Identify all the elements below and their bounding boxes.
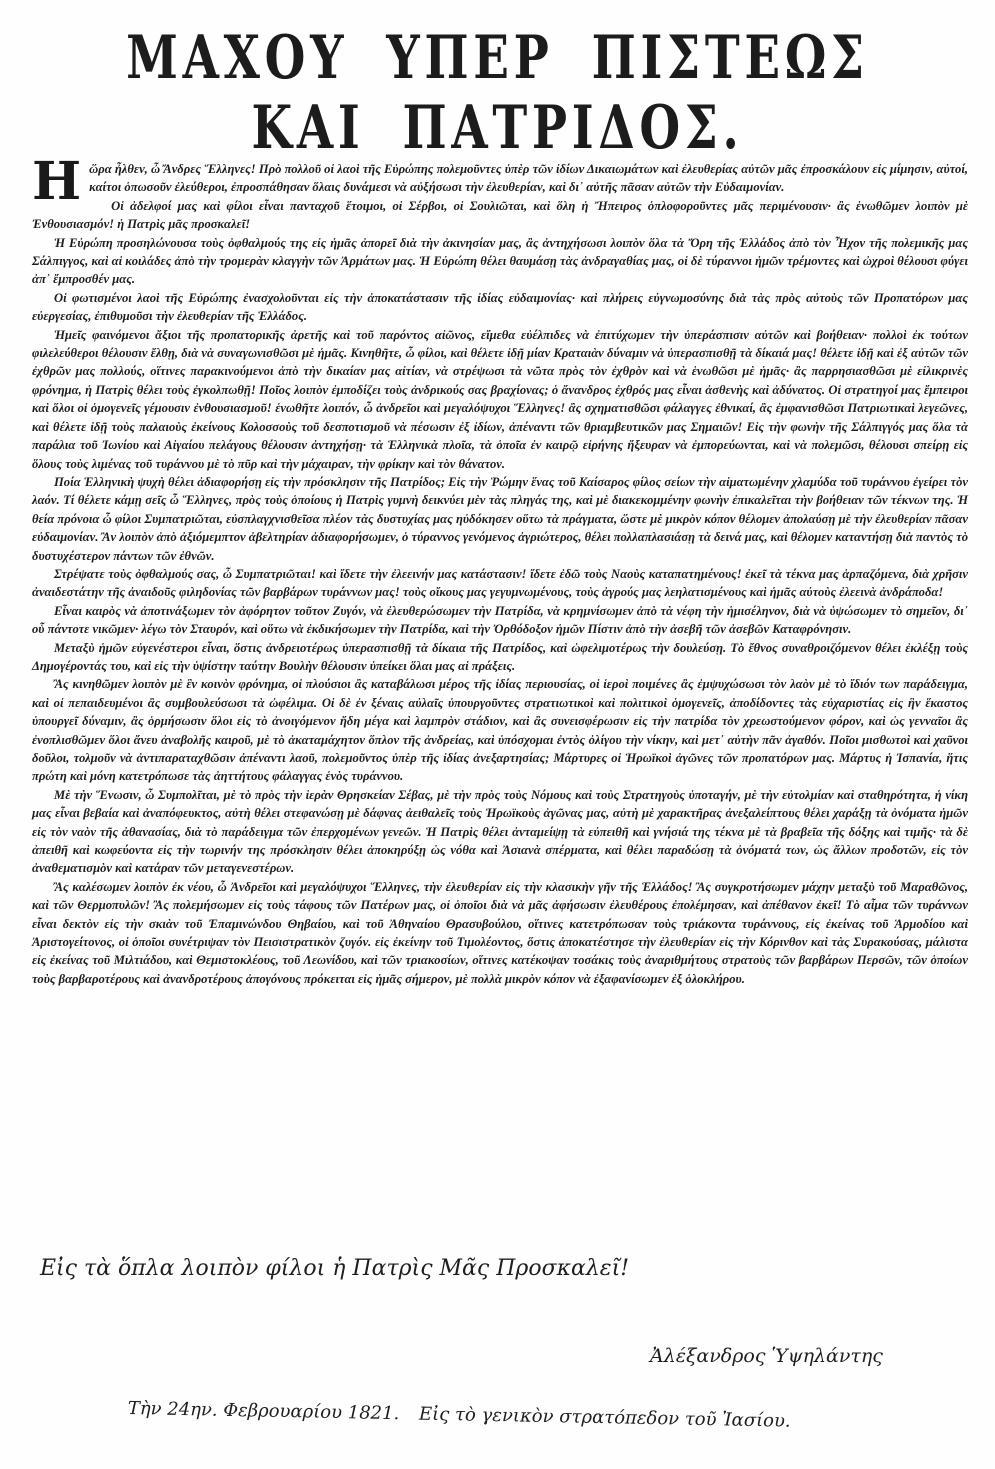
- paragraph-5: Ἡμεῖς φαινόμενοι ἄξιοι τῆς προπατορικῆς ἀρετῆς καὶ τοῦ παρόντος αἰῶνος, εἴμεθα εὐέλπιδες νὰ ἐπιτύχωμεν τὴν ὑπεράσπισιν αὐτῶν καὶ βοήθειαν· πολλοὶ ἐκ τούτων φιλελεύθεροι θέλουσιν ἔλθῃ, διὰ νὰ συναγωνισθῶσι μὲ ἡμᾶς. Κινηθῆτε, ὦ φίλοι, καὶ θέλετε ἰδῇ μίαν Κραταιὰν δύναμιν νὰ ὑπερασπισθῇ τὰ δίκαιά μας! θέλετε ἰδῇ καὶ ἐξ αὐτῶν τῶν ἐχθρῶν μας πολλούς, οἵτινες παρακινούμενοι ἀπὸ τὴν δικαίαν μας αἰτίαν, νὰ στρέψωσι τὰ νῶτα πρὸς τὸν ἐχθρὸν καὶ νὰ ἑνωθῶσι μὲ ἡμᾶς· ἂς παρρησιασθῶσι μὲ εἰλικρινὲς φρόνημα, ἡ Πατρὶς θέλει τοὺς ἐγκολπωθῇ! Ποῖος λοιπὸν ἐμποδίζει τοὺς ἀνδρικούς σας βραχίονας; ὁ ἄνανδρος ἐχθρός μας εἶναι ἀσθενὴς καὶ ἀδύνατος. Οἱ στρατηγοί μας ἔμπειροι καὶ ὅλοι οἱ ὁμογενεῖς γέμουσιν ἐνθουσιασμοῦ! ἑνωθῆτε λοιπόν, ὦ ἀνδρεῖοι καὶ μεγαλόψυχοι Ἕλληνες! ἂς σχηματισθῶσι φάλαγγες ἐθνικαί, ἂς ἐμφανισθῶσι Πατριωτικαὶ λεγεῶνες, καὶ θέλετε ἰδῇ τοὺς παλαιοὺς ἐκείνους Κολοσσοὺς τοῦ δεσποτισμοῦ νὰ πέσωσιν ἐξ ἰδίων, ἀπέναντι τῶν θριαμβευτικῶν μας Σημαιῶν! Εἰς τὴν φωνὴν τῆς Σάλπιγγός μας ὅλα τὰ παράλια τοῦ Ἰωνίου καὶ Αἰγαίου πελάγους θέλουσιν ἀντηχήσῃ· τὰ Ἑλληνικὰ πλοῖα, τὰ ὁποῖα ἐν καιρῷ εἰρήνης ἤξευραν νὰ ἐμπορεύωνται, καὶ νὰ πολεμῶσι, θέλουσι σπείρῃ εἰς ὅλους τοὺς λιμένας τοῦ τυράννου μὲ τὸ πῦρ καὶ τὴν μάχαιραν, τὴν φρίκην καὶ τὸν θάνατον.: [32, 327, 968, 471]
- title-line-2: ΚΑΙ ΠΑΤΡΙΔΟΣ.: [251, 93, 744, 163]
- paragraph-10: Ἂς κινηθῶμεν λοιπὸν μὲ ἓν κοινὸν φρόνημα, οἱ πλούσιοι ἂς καταβάλωσι μέρος τῆς ἰδίας περιουσίας, οἱ ἱεροὶ ποιμένες ἂς ἐμψυχώσωσι τὸν λαὸν μὲ τὸ ἴδιόν των παράδειγμα, καὶ οἱ πεπαιδευμένοι ἂς συμβουλεύσωσι τὰ ὠφέλιμα. Οἱ δὲ ἐν ξέναις αὐλαῖς ὑπουργοῦντες στρατιωτικοὶ καὶ πολιτικοὶ ὁμογενεῖς, ἀποδίδοντες τὰς εὐχαριστίας εἰς ἣν ἕκαστος ὑπουργεῖ δύναμιν, ἂς ὁρμήσωσιν ὅλοι εἰς τὸ ἀνοιγόμενον ἤδη μέγα καὶ λαμπρὸν στάδιον, καὶ ἂς συνεισφέρωσιν εἰς τὴν πατρίδα τὸν χρεωστούμενον φόρον, καὶ ὡς γενναῖοι ἂς ἐνοπλισθῶμεν ὅλοι ἄνευ ἀναβολῆς καιροῦ, μὲ τὸ ἀκαταμάχητον ὅπλον τῆς ἀνδρείας, καὶ ὑπόσχομαι ἐντὸς ὀλίγου τὴν νίκην, καὶ μετ᾽ αὐτὴν πᾶν ἀγαθόν. Ποῖοι μισθωτοὶ καὶ χαῦνοι δοῦλοι, τολμοῦν νὰ ἀντιπαραταχθῶσιν ἀπέναντι λαοῦ, πολεμοῦντος ὑπὲρ τῆς ἰδίας ἀνεξαρτησίας; Μάρτυρες οἱ Ἡρωϊκοὶ ἀγῶνες τῶν προπατόρων μας. Μάρτυς ἡ Ἰσπανία, ἥτις πρώτη καὶ μόνη κατετρόπωσε τὰς ἀηττήτους φάλαγγας ἑνὸς τυράννου.: [32, 677, 968, 784]
- title-line-1: ΜΑΧΟΥ ΥΠΕΡ ΠΙΣΤΕΩΣ: [126, 23, 869, 93]
- closing-call-to-arms: Εἰς τὰ ὅπλα λοιπὸν φίλοι ἡ Πατρὶς Μᾶς Προσκαλεῖ!: [40, 1256, 630, 1281]
- paragraph-7: Στρέψατε τοὺς ὀφθαλμούς σας, ὦ Συμπατριῶται! καὶ ἴδετε τὴν ἐλεεινήν μας κατάστασιν! ἴδετε ἐδῶ τοὺς Ναοὺς καταπατημένους! ἐκεῖ τὰ τέκνα μας ἁρπαζόμενα, διὰ χρῆσιν ἀναιδεστάτην τῆς ἀναιδοῦς φιληδονίας τῶν βαρβάρων τυράννων μας! τοὺς οἴκους μας γεγυμνωμένους, τοὺς ἀγρούς μας λεηλατισμένους καὶ ἡμᾶς αὐτοὺς ἐλεεινὰ ἀνδράποδα!: [32, 566, 968, 600]
- date-text: Τὴν 24ην. Φεβρουαρίου 1821.: [127, 1398, 400, 1425]
- signature: Ἀλέξανδρος Ὑψηλάντης: [650, 1345, 883, 1367]
- drop-cap: Η: [32, 151, 82, 212]
- proclamation-body: [32, 151, 968, 988]
- paragraph-8: Εἶναι καιρὸς νὰ ἀποτινάξωμεν τὸν ἀφόρητον τοῦτον Ζυγόν, νὰ ἐλευθερώσωμεν τὴν Πατρίδα, νὰ κρημνίσωμεν ἀπὸ τὰ νέφη τὴν ἡμισέληνον, διὰ νὰ ὑψώσωμεν τὸ σημεῖον, δι᾽ οὗ πάντοτε νικῶμεν· λέγω τὸν Σταυρόν, καὶ οὕτω νὰ ἐκδικήσωμεν τὴν Πατρίδα, καὶ τὴν Ὀρθόδοξον ἡμῶν Πίστιν ἀπὸ τὴν ἀσεβῆ τῶν ἀσεβῶν Καταφρόνησιν.: [32, 603, 968, 637]
- paragraph-9: Μεταξὺ ἡμῶν εὐγενέστεροι εἶναι, ὅστις ἀνδρειοτέρως ὑπερασπισθῇ τὰ δίκαια τῆς Πατρίδος, καὶ ὠφελιμοτέρως τὴν δουλεύσῃ. Τὸ ἔθνος συναθροιζόμενον θέλει ἐκλέξῃ τοὺς Δημογέροντάς του, καὶ εἰς τὴν ὑψίστην ταύτην Βουλὴν θέλουσιν ὑπείκει ὅλαι μας αἱ πράξεις.: [32, 640, 968, 673]
- paragraph-4: Οἱ φωτισμένοι λαοὶ τῆς Εὐρώπης ἐνασχολοῦνται εἰς τὴν ἀποκατάστασιν τῆς ἰδίας εὐδαιμονίας· καὶ πλήρεις εὐγνωμοσύνης διὰ τὰς πρὸς αὐτοὺς τῶν Προπατόρων μας εὐεργεσίας, ἐπιθυμοῦσι τὴν ἐλευθερίαν τῆς Ἑλλάδος.: [32, 290, 968, 324]
- paragraph-3: Ἡ Εὐρώπη προσηλώνουσα τοὺς ὀφθαλμούς της εἰς ἡμᾶς ἀπορεῖ διὰ τὴν ἀκινησίαν μας, ἂς ἀντηχήσωσι λοιπὸν ὅλα τὰ Ὄρη τῆς Ἑλλάδος ἀπὸ τὸν Ἦχον τῆς πολεμικῆς μας Σάλπιγγος, καὶ αἱ κοιλάδες ἀπὸ τὴν τρομερὰν κλαγγὴν τῶν Ἀρμάτων μας. Ἡ Εὐρώπη θέλει θαυμάσῃ τὰς ἀνδραγαθίας μας, οἱ δὲ τύραννοι ἡμῶν τρέμοντες καὶ ὠχροὶ θέλουσι φύγει ἀπ᾽ ἔμπροσθέν μας.: [32, 235, 968, 287]
- paragraph-2: Οἱ ἀδελφοί μας καὶ φίλοι εἶναι πανταχοῦ ἕτοιμοι, οἱ Σέρβοι, οἱ Σουλιῶται, καὶ ὅλη ἡ Ἤπειρος ὁπλοφοροῦντες μᾶς περιμένουσιν· ἂς ἑνωθῶμεν λοιπὸν μὲ Ἐνθουσιασμόν! ἡ Πατρὶς μᾶς προσκαλεῖ!: [32, 198, 968, 232]
- paragraph-12: Ἂς καλέσωμεν λοιπὸν ἐκ νέου, ὦ Ἀνδρεῖοι καὶ μεγαλόψυχοι Ἕλληνες, τὴν ἐλευθερίαν εἰς τὴν κλασικὴν γῆν τῆς Ἑλλάδος! Ἂς συγκροτήσωμεν μάχην μεταξὺ τοῦ Μαραθῶνος, καὶ τῶν Θερμοπυλῶν! Ἂς πολεμήσωμεν εἰς τοὺς τάφους τῶν Πατέρων μας, οἱ ὁποῖοι διὰ νὰ μᾶς ἀφήσωσιν ἐλευθέρους ἐπολέμησαν, καὶ ἀπέθανον ἐκεῖ! Τὸ αἷμα τῶν τυράννων εἶναι δεκτὸν εἰς τὴν σκιὰν τοῦ Ἐπαμινώνδου Θηβαίου, καὶ τοῦ Ἀθηναίου Θρασυβούλου, οἵτινες κατετρόπωσαν τοὺς τριάκοντα τυράννους, εἰς ἐκείνας τοῦ Ἁρμοδίου καὶ Ἀριστογείτονος, οἱ ὁποῖοι συνέτριψαν τὸν Πεισιστρατικὸν ζυγόν. εἰς ἐκείνην τοῦ Τιμολέοντος, ὅστις ἀποκατέστησε τὴν ἐλευθερίαν εἰς τὴν Κόρινθον καὶ τὰς Συρακούσας, μάλιστα εἰς ἐκείνας τοῦ Μιλτιάδου, καὶ Θεμιστοκλέους, τοῦ Λεωνίδου, καὶ τῶν τριακοσίων, οἵτινες κατέκοψαν τοσάκις τοὺς ἀναριθμήτους στρατοὺς τῶν βαρβάρων Περσῶν, τῶν ὁποίων τοὺς βαρβαροτέρους καὶ ἀνανδροτέρους ἀπογόνους πρόκειται εἰς ἡμᾶς σήμερον, μὲ πολλὰ μικρὸν κόπον νὰ ἐξαφανίσωμεν ἐξ ὁλοκλήρου.: [32, 879, 968, 986]
- dateline: [128, 1398, 888, 1434]
- paragraph-text: ὥρα ἦλθεν, ὦ Ἄνδρες Ἕλληνες! Πρὸ πολλοῦ οἱ λαοὶ τῆς Εὐρώπης πολεμοῦντες ὑπὲρ τῶν ἰδίων Δικαιωμάτων καὶ ἐλευθερίας αὐτῶν μᾶς ἐπροσκάλουν εἰς μίμησιν, αὐτοί, καίτοι ὁπωσοῦν ἐλεύθεροι, ἐπροσπάθησαν ὅλαις δυνάμεσι νὰ αὐξήσωσι τὴν ἐλευθερίαν, καὶ δι᾽ αὐτῆς πᾶσαν αὐτῶν τὴν Εὐδαιμονίαν.: [89, 162, 968, 195]
- paragraph-11: Μὲ τὴν Ἕνωσιν, ὦ Συμπολῖται, μὲ τὸ πρὸς τὴν ἱερὰν Θρησκείαν Σέβας, μὲ τὴν πρὸς τοὺς Νόμους καὶ τοὺς Στρατηγοὺς ὑποταγήν, μὲ τὴν εὐτολμίαν καὶ σταθηρότητα, ἡ νίκη μας εἶναι βεβαία καὶ ἀναπόφευκτος, αὐτὴ θέλει στεφανώσῃ μὲ δάφνας ἀειθαλεῖς τοὺς Ἡρωϊκοὺς ἀγῶνας μας, αὐτὴ μὲ χαρακτῆρας ἀνεξαλείπτους θέλει χαράξῃ τὰ ὀνόματα ἡμῶν εἰς τὸν ναὸν τῆς ἀθανασίας, διὰ τὸ παράδειγμα τῶν ἐπερχομένων γενεῶν. Ἡ Πατρὶς θέλει ἀνταμείψῃ τὰ εὐπειθῆ καὶ γνήσιά της τέκνα μὲ τὰ βραβεῖα τῆς δόξης καὶ τιμῆς· τὰ δὲ ἀπειθῆ καὶ κωφεύοντα εἰς τὴν τωρινήν της πρόσκλησιν θέλει ἀποκηρύξῃ ὡς νόθα καὶ Ἀσιανὰ σπέρματα, καὶ θέλει παραδώσῃ τὰ ὀνόματά των, ὡς ἄλλων προδοτῶν, εἰς τὸν ἀναθεματισμὸν καὶ κατάραν τῶν μεταγενεστέρων.: [32, 787, 968, 876]
- paragraph-1: [32, 151, 968, 212]
- paragraph-6: Ποία Ἑλληνικὴ ψυχὴ θέλει ἀδιαφορήσῃ εἰς τὴν πρόσκλησιν τῆς Πατρίδος; Εἰς τὴν Ῥώμην ἕνας τοῦ Καίσαρος φίλος σείων τὴν αἱματωμένην χλαμύδα τοῦ τυράννου ἐγείρει τὸν λαόν. Τί θέλετε κάμῃ σεῖς ὦ Ἕλληνες, πρὸς τοὺς ὁποίους ἡ Πατρὶς γυμνὴ δεικνύει μὲν τὰς πληγάς της, καὶ μὲ διακεκομμένην φωνὴν ἐπικαλεῖται τὴν βοήθειαν τῶν τέκνων της. Ἡ θεία πρόνοια ὦ φίλοι Συμπατριῶται, εὐσπλαγχνισθεῖσα πλέον τὰς δυστυχίας μας ηὐδόκησεν οὕτω τὰ πράγματα, ὥστε μὲ μικρὸν κόπον θέλομεν ἀπολαύσῃ μὲ τὴν ἐλευθερίαν πᾶσαν εὐδαιμονίαν. Ἂν λοιπὸν ἀπὸ ἀξιόμεμπτον ἀβελτηρίαν ἀδιαφορήσωμεν, ὁ τύραννος γενόμενος ἀγριώτερος, θέλει πολλαπλασιάσῃ τὰ δεινά μας, καὶ θέλομεν καταντήσῃ διὰ παντὸς τὸ δυστυχέστερον πάντων τῶν ἐθνῶν.: [32, 474, 968, 563]
- place-text: Εἰς τὸ γενικὸν στρατόπεδον τοῦ Ἰασίου.: [418, 1403, 791, 1432]
